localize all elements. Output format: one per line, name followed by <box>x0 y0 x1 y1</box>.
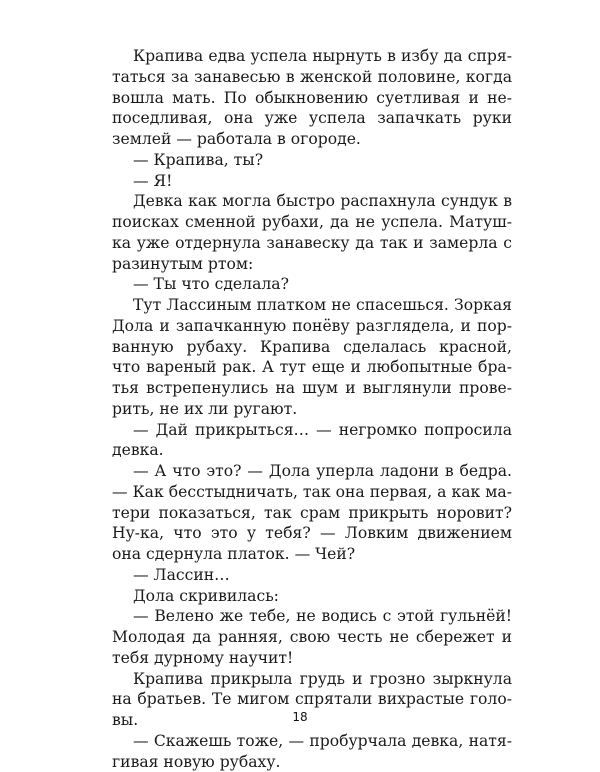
paragraph: Крапива едва успела нырнуть в избу да спрятаться за занавесью в женской половине, когда вошла мать. По обыкновению суетливая и непоседливая, она уже успела запачкать руки землей — работала в огороде. <box>112 47 512 148</box>
paragraph: Девка как могла быстро распахнула сундук в поисках сменной рубахи, да не успела. Матушка уже отдернула занавеску да так и замерла с разинутым ртом: <box>112 192 512 273</box>
body-text <box>112 46 512 772</box>
paragraph: — Скажешь тоже, — пробурчала девка, натягивая новую рубаху. <box>112 731 512 771</box>
paragraph: — Велено же тебе, не водись с этой гульнёй! Молодая да ранняя, свою честь не сбережет и тебя дурному научит! <box>112 607 512 667</box>
paragraph: — Крапива, ты? <box>133 150 264 169</box>
paragraph: Крапива прикрыла грудь и грозно зыркнула на братьев. Те мигом спрятали вихрастые головы. <box>112 669 512 729</box>
paragraph: Дола скривилась: <box>133 586 279 605</box>
paragraph: — Ты что сделала? <box>133 275 289 294</box>
paragraph: — Я! <box>133 171 173 190</box>
paragraph: — Дай прикрыться… — негромко попросила девка. <box>112 420 512 460</box>
page-number: 18 <box>292 710 308 724</box>
paragraph: — А что это? — Дола уперла ладони в бедра. — Как бесстыдничать, так она первая, а как матери показаться, так срам прикрыть норовит? Ну-ка, что это у тебя? — Ловким движением она сдернула платок. — Чей? <box>112 462 512 563</box>
paragraph: Тут Лассиным платком не спасешься. Зоркая Дола и запачканную понёву разглядела, и порванную рубаху. Крапива сделалась красной, что вареный рак. А тут еще и любопытные братья встрепенулись на шум и выглянули проверить, не их ли ругают. <box>112 296 512 418</box>
paragraph: — Лассин… <box>133 565 230 584</box>
